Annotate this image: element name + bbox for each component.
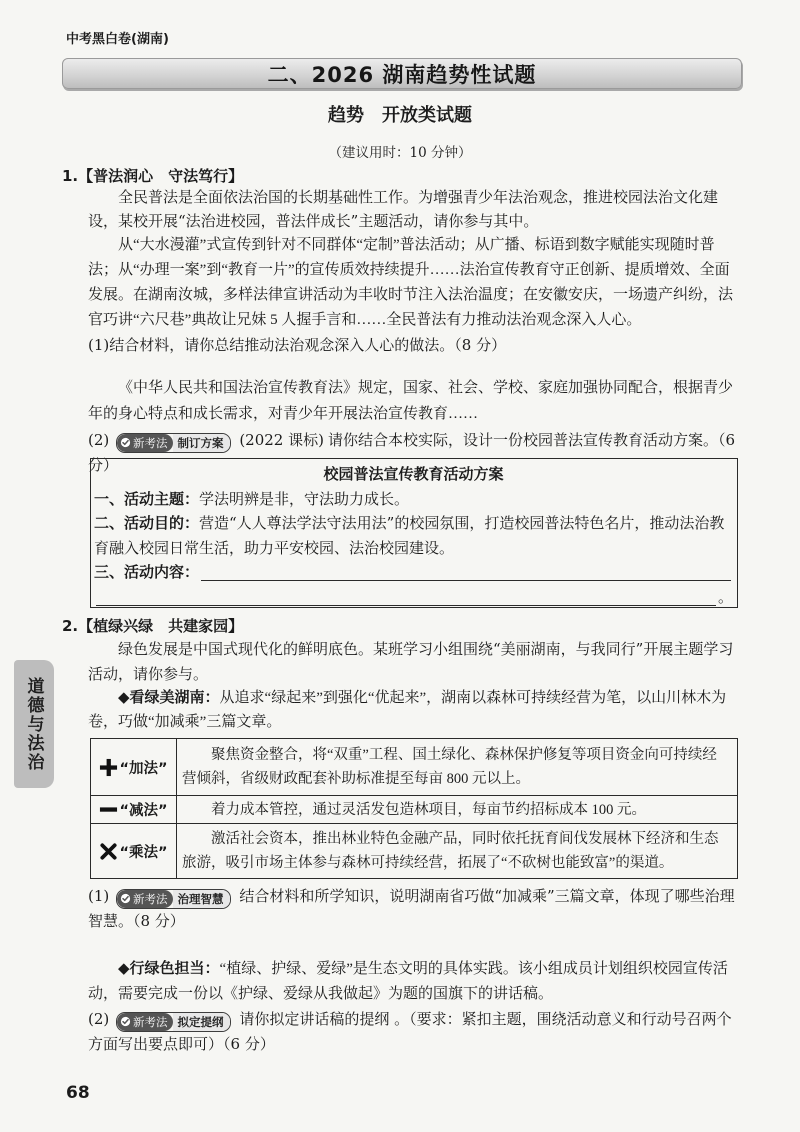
badge-text: 新考法 bbox=[133, 891, 168, 906]
table-row-label: “减法” bbox=[119, 803, 168, 819]
question-2-act-section bbox=[88, 956, 738, 1007]
sub-question-label: (1) bbox=[88, 887, 110, 905]
table-row bbox=[91, 739, 738, 796]
section-banner bbox=[62, 58, 742, 89]
question-number: 1. bbox=[62, 167, 79, 185]
plan-title: 校园普法宣传教育活动方案 bbox=[323, 465, 504, 483]
book-title: 中考黑白卷(湖南) bbox=[66, 32, 169, 47]
badge-dark-part bbox=[117, 1013, 173, 1031]
badge-tag: 制订方案 bbox=[173, 434, 230, 452]
section-title: 二、2026 湖南趋势性试题 bbox=[267, 62, 537, 87]
badge-text: 新考法 bbox=[133, 1014, 168, 1029]
question-topic: 【普法润心 守法笃行】 bbox=[78, 167, 244, 185]
table-row-text: 激活社会资本，推出林业特色金融产品，同时依托抚育间伐发展林下经济和生态旅游，吸引市场主体参与森林可持续经营，拓展了“不砍树也能致富”的渠道。 bbox=[182, 831, 719, 871]
badge-text: 新考法 bbox=[133, 435, 168, 450]
question-2-intro: 绿色发展是中国式现代化的鲜明底色。某班学习小组围绕“美丽湖南，与我同行”开展主题学习活动，请你参与。 bbox=[88, 640, 734, 683]
table-label-cell bbox=[91, 796, 177, 824]
plus-icon bbox=[99, 758, 118, 777]
table-row-label: “乘法” bbox=[119, 844, 168, 861]
badge-dark-part bbox=[117, 890, 173, 908]
multiply-icon bbox=[99, 842, 118, 861]
sub-question-label: (2) bbox=[88, 431, 110, 449]
new-exam-method-badge bbox=[116, 1012, 231, 1032]
section-subtitle: 趋势 开放类试题 bbox=[328, 105, 472, 126]
act-section-label: ◆行绿色担当： bbox=[118, 959, 220, 977]
answer-blank-line bbox=[201, 562, 731, 581]
question-1-material-2: 《中华人民共和国法治宣传教育法》规定，国家、社会、学校、家庭加强协同配合，根据青少年的身心特点和成长需求，对青少年开展法治宣传教育…… bbox=[88, 380, 734, 422]
table-label-cell bbox=[91, 739, 177, 796]
activity-plan-box bbox=[90, 458, 738, 608]
act-section-text: “植绿、护绿、爱绿”是生态文明的具体实践。该小组成员计划组织校园宣传活动，需要完成一份以《护绿、爱绿从我做起》为题的国旗下的讲话稿。 bbox=[88, 961, 728, 1002]
curriculum-standard: (2022 课标) bbox=[239, 431, 324, 449]
plan-goal bbox=[94, 511, 733, 560]
question-2-title bbox=[62, 614, 243, 638]
new-exam-method-badge bbox=[116, 889, 231, 909]
table-row-text: 聚焦资金整合，将“双重”工程、国土绿化、森林保护修复等项目资金向可持续经营倾斜，省级财政配套补助标准提至每亩 800 元以上。 bbox=[182, 747, 717, 787]
plan-goal-text: 营造“人人尊法学法守法用法”的校园氛围，打造校园普法特色名片，推动法治教育融入校园日常生活，助力平安校园、法治校园建设。 bbox=[94, 514, 725, 557]
sub-question-text: 结合材料，请你总结推动法治观念深入人心的做法。（8 分） bbox=[109, 336, 507, 354]
check-circle-icon bbox=[120, 893, 131, 904]
time-hint: （建议用时：10 分钟） bbox=[328, 145, 472, 161]
question-topic: 【植绿兴绿 共建家园】 bbox=[78, 617, 244, 635]
table-row bbox=[91, 824, 738, 879]
page-number: 68 bbox=[66, 1083, 90, 1103]
table-row-text: 着力成本管控，通过灵活发包造林项目，每亩节约招标成本 100 元。 bbox=[211, 801, 646, 818]
add-subtract-multiply-table bbox=[90, 738, 738, 879]
sub-question-label: (1) bbox=[88, 336, 110, 354]
badge-tag: 治理智慧 bbox=[173, 890, 230, 908]
sub-question-text: 结合材料和所学知识，说明湖南省巧做“加减乘”三篇文章，体现了哪些治理智慧。（8 分） bbox=[88, 887, 735, 930]
new-exam-method-badge bbox=[116, 433, 231, 453]
table-text-cell bbox=[177, 739, 738, 796]
minus-icon bbox=[99, 800, 118, 819]
plan-content bbox=[94, 560, 733, 585]
question-1-sub-1 bbox=[88, 333, 738, 357]
plan-theme-label: 一、活动主题： bbox=[94, 489, 200, 508]
plan-content-continued bbox=[94, 585, 733, 610]
question-1-title bbox=[62, 164, 243, 188]
look-section-text: 从追求“绿起来”到强化“优起来”，湖南以森林可持续经营为笔，以山川林木为卷，巧做“加减乘”三篇文章。 bbox=[88, 690, 727, 730]
sub-question-text: 请你拟定讲话稿的提纲 。（要求：紧扣主题，围绕活动意义和行动号召两个方面写出要点即可）（6 分） bbox=[88, 1010, 732, 1053]
plan-content-label: 三、活动内容： bbox=[94, 563, 200, 582]
answer-blank-line bbox=[96, 587, 716, 606]
sub-question-text: 请你结合本校实际，设计一份校园普法宣传教育活动方案。（6 分） bbox=[88, 431, 736, 474]
table-row bbox=[91, 796, 738, 824]
plan-goal-label: 二、活动目的： bbox=[94, 514, 200, 533]
question-1-intro: 全民普法是全面依法治国的长期基础性工作。为增强青少年法治观念，推进校园法治文化建设，某校开展“法治进校园，普法伴成长”主题活动，请你参与其中。 bbox=[88, 188, 719, 230]
question-2-look-section bbox=[88, 685, 738, 734]
sub-question-label: (2) bbox=[88, 1010, 110, 1028]
table-text-cell bbox=[177, 796, 738, 824]
check-circle-icon bbox=[120, 437, 131, 448]
table-label-cell bbox=[91, 824, 177, 879]
plan-end-mark: 。 bbox=[717, 587, 733, 606]
subject-side-tab bbox=[14, 660, 54, 788]
badge-tag: 拟定提纲 bbox=[173, 1013, 230, 1031]
question-number: 2. bbox=[62, 617, 79, 635]
question-2-sub-2 bbox=[88, 1007, 738, 1056]
look-section-label: ◆看绿美湖南： bbox=[118, 688, 220, 706]
subject-side-tab-label: 道德与法治 bbox=[23, 676, 44, 772]
table-row-label: “加法” bbox=[119, 760, 168, 777]
check-circle-icon bbox=[120, 1016, 131, 1027]
table-text-cell bbox=[177, 824, 738, 879]
plan-theme-text: 学法明辨是非，守法助力成长。 bbox=[199, 489, 410, 508]
badge-dark-part bbox=[117, 434, 173, 452]
question-2-sub-1 bbox=[88, 884, 738, 933]
plan-theme bbox=[94, 487, 733, 512]
question-1-material: 从“大水漫灌”式宣传到针对不同群体“定制”普法活动；从广播、标语到数字赋能实现随时普法；从“办理一案”到“教育一片”的宣传质效持续提升……法治宣传教育守正创新、提质增效、全面发展。在湖南汝城，多样法律宣讲活动为丰收时节注入法治温度；在安徽安庆，一场遗产纠纷，法官巧讲“六尺巷”典故让兄妹 5 人握手言和……全民普法有力推动法治观念深入人心。 bbox=[88, 237, 734, 328]
